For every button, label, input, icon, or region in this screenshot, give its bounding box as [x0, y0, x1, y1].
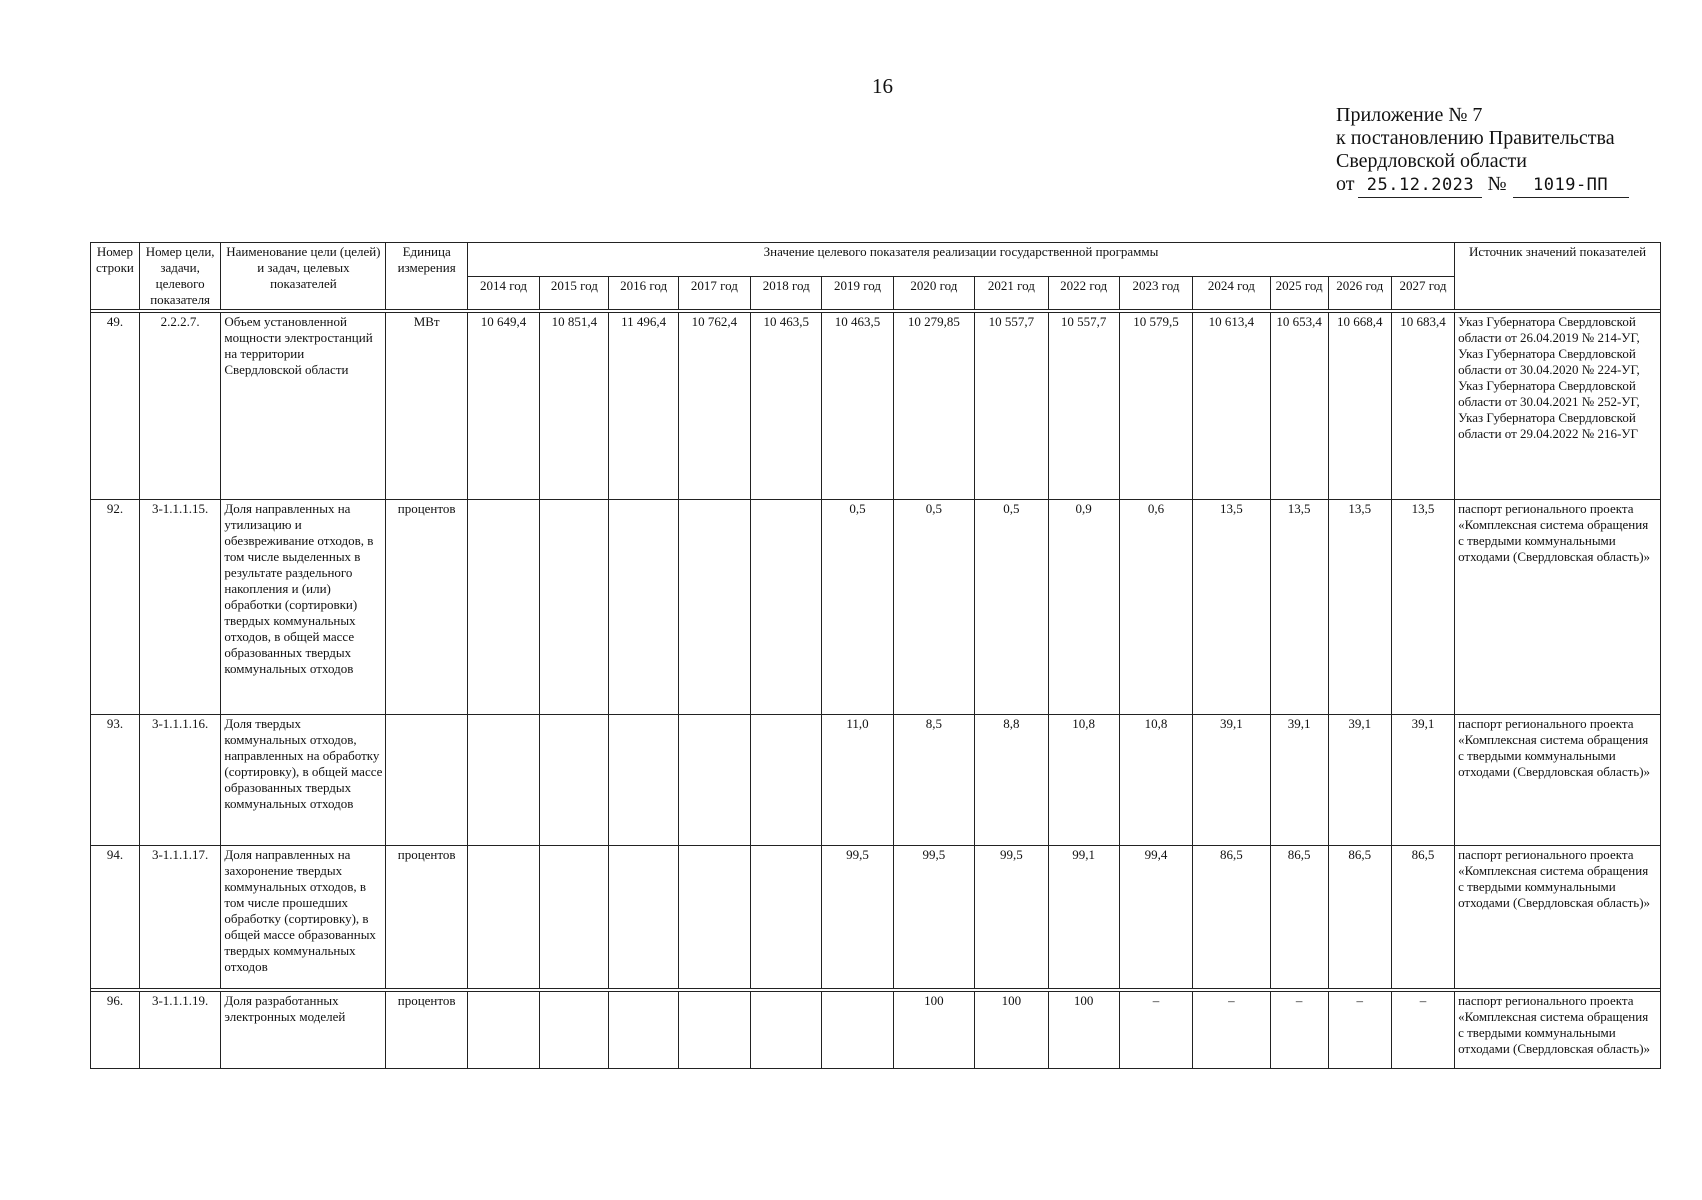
indicator-name: Доля направленных на захоронение твердых коммунальных отходов, в том числе прошедших обработку (сортировку), в общей массе образованных твердых коммунальных отходов — [221, 846, 386, 989]
value-cell: 10 668,4 — [1328, 313, 1391, 500]
value-cell: – — [1328, 992, 1391, 1069]
table-row — [91, 313, 1661, 500]
header-year: 2024 год — [1193, 276, 1270, 310]
appendix-resolution: к постановлению Правительства — [1336, 127, 1615, 149]
value-cell: 10 463,5 — [822, 313, 893, 500]
appendix-title: Приложение № 7 — [1336, 104, 1483, 126]
value-cell: 0,5 — [822, 500, 893, 715]
header-name: Наименование цели (целей) и задач, целевых показателей — [221, 243, 386, 310]
value-cell — [540, 715, 609, 846]
value-cell — [678, 500, 750, 715]
source-cell: паспорт регионального проекта «Комплексная система обращения с твердыми коммунальными отходами (Свердловская область)» — [1455, 992, 1661, 1069]
value-cell: – — [1391, 992, 1454, 1069]
value-cell: 86,5 — [1270, 846, 1328, 989]
header-year: 2020 год — [893, 276, 974, 310]
goal-code: 3-1.1.1.19. — [139, 992, 220, 1069]
value-cell: 99,5 — [822, 846, 893, 989]
appendix-region: Свердловской области — [1336, 150, 1527, 172]
header-unit: Единица измерения — [386, 243, 467, 310]
value-cell: 39,1 — [1328, 715, 1391, 846]
value-cell: 13,5 — [1391, 500, 1454, 715]
unit: процентов — [386, 992, 467, 1069]
value-cell — [540, 992, 609, 1069]
value-cell — [609, 500, 678, 715]
table-row — [91, 500, 1661, 715]
value-cell: 11 496,4 — [609, 313, 678, 500]
number-prefix: № — [1487, 173, 1507, 195]
value-cell — [540, 846, 609, 989]
source-cell: паспорт регионального проекта «Комплексная система обращения с твердыми коммунальными отходами (Свердловская область)» — [1455, 715, 1661, 846]
date-prefix: от — [1336, 173, 1355, 195]
goal-code: 3-1.1.1.17. — [139, 846, 220, 989]
value-cell: 13,5 — [1193, 500, 1270, 715]
value-cell: 8,8 — [975, 715, 1048, 846]
header-year: 2016 год — [609, 276, 678, 310]
header-year: 2025 год — [1270, 276, 1328, 310]
value-cell: 10 579,5 — [1119, 313, 1192, 500]
source-cell: Указ Губернатора Свердловской области от 26.04.2019 № 214-УГ, Указ Губернатора Свердловской области от 30.04.2020 № 224-УГ, Указ Губернатора Свердловской области от 30.04.2021 № 252-УГ, Указ Губернатора Свердловской области от 29.04.2022 № 216-УГ — [1455, 313, 1661, 500]
value-cell: 0,9 — [1048, 500, 1119, 715]
header-year: 2027 год — [1391, 276, 1454, 310]
value-cell: 0,5 — [975, 500, 1048, 715]
value-cell: 39,1 — [1391, 715, 1454, 846]
value-cell: 99,5 — [975, 846, 1048, 989]
value-cell — [609, 846, 678, 989]
goal-code: 3-1.1.1.16. — [139, 715, 220, 846]
row-number: 94. — [91, 846, 140, 989]
appendix-block — [1336, 104, 1629, 198]
header-goal-number: Номер цели, задачи, целевого показателя — [139, 243, 220, 310]
header-year: 2019 год — [822, 276, 893, 310]
unit: процентов — [386, 500, 467, 715]
header-year: 2021 год — [975, 276, 1048, 310]
value-cell: 10 683,4 — [1391, 313, 1454, 500]
value-cell: 100 — [893, 992, 974, 1069]
page-number: 16 — [872, 74, 893, 98]
value-cell — [751, 715, 822, 846]
header-year: 2026 год — [1328, 276, 1391, 310]
value-cell: 8,5 — [893, 715, 974, 846]
value-cell — [678, 846, 750, 989]
header-values-group: Значение целевого показателя реализации государственной программы — [467, 243, 1454, 277]
value-cell: – — [1270, 992, 1328, 1069]
indicators-table — [90, 242, 1661, 1069]
row-number: 49. — [91, 313, 140, 500]
value-cell: 10,8 — [1119, 715, 1192, 846]
value-cell: 10 557,7 — [1048, 313, 1119, 500]
value-cell — [467, 992, 539, 1069]
value-cell: 39,1 — [1270, 715, 1328, 846]
value-cell: 100 — [1048, 992, 1119, 1069]
indicator-name: Объем установленной мощности электростанций на территории Свердловской области — [221, 313, 386, 500]
value-cell: 99,5 — [893, 846, 974, 989]
value-cell: 13,5 — [1270, 500, 1328, 715]
value-cell: 13,5 — [1328, 500, 1391, 715]
value-cell: 10,8 — [1048, 715, 1119, 846]
header-year: 2023 год — [1119, 276, 1192, 310]
table-row — [91, 846, 1661, 989]
value-cell: – — [1193, 992, 1270, 1069]
value-cell — [678, 992, 750, 1069]
value-cell: 100 — [975, 992, 1048, 1069]
unit — [386, 715, 467, 846]
row-number: 93. — [91, 715, 140, 846]
value-cell — [751, 500, 822, 715]
indicator-name: Доля разработанных электронных моделей — [221, 992, 386, 1069]
resolution-number: 1019-ПП — [1513, 174, 1629, 198]
value-cell — [822, 992, 893, 1069]
appendix-date-number — [1336, 173, 1629, 198]
indicator-name: Доля направленных на утилизацию и обезвреживание отходов, в том числе выделенных в результате раздельного накопления и (или) обработки (сортировки) твердых коммунальных отходов, в общей массе образованных твердых коммунальных отходов — [221, 500, 386, 715]
header-source: Источник значений показателей — [1455, 243, 1661, 310]
resolution-date: 25.12.2023 — [1358, 174, 1482, 198]
value-cell — [467, 715, 539, 846]
table-row — [91, 715, 1661, 846]
header-year: 2022 год — [1048, 276, 1119, 310]
unit: МВт — [386, 313, 467, 500]
value-cell — [467, 846, 539, 989]
indicator-name: Доля твердых коммунальных отходов, направленных на обработку (сортировку), в общей массе образованных твердых коммунальных отходов — [221, 715, 386, 846]
value-cell: 0,5 — [893, 500, 974, 715]
header-year: 2015 год — [540, 276, 609, 310]
value-cell — [751, 846, 822, 989]
value-cell: 86,5 — [1391, 846, 1454, 989]
source-cell: паспорт регионального проекта «Комплексная система обращения с твердыми коммунальными отходами (Свердловская область)» — [1455, 846, 1661, 989]
value-cell: 39,1 — [1193, 715, 1270, 846]
header-year: 2018 год — [751, 276, 822, 310]
value-cell: 10 613,4 — [1193, 313, 1270, 500]
value-cell: 10 279,85 — [893, 313, 974, 500]
row-number: 96. — [91, 992, 140, 1069]
value-cell: 86,5 — [1193, 846, 1270, 989]
goal-code: 2.2.2.7. — [139, 313, 220, 500]
value-cell: 0,6 — [1119, 500, 1192, 715]
value-cell — [540, 500, 609, 715]
header-row-number: Номер строки — [91, 243, 140, 310]
value-cell: – — [1119, 992, 1192, 1069]
table-row — [91, 992, 1661, 1069]
value-cell: 10 851,4 — [540, 313, 609, 500]
value-cell: 11,0 — [822, 715, 893, 846]
value-cell — [751, 992, 822, 1069]
value-cell: 86,5 — [1328, 846, 1391, 989]
unit: процентов — [386, 846, 467, 989]
header-year: 2014 год — [467, 276, 539, 310]
row-number: 92. — [91, 500, 140, 715]
value-cell: 10 463,5 — [751, 313, 822, 500]
value-cell: 10 762,4 — [678, 313, 750, 500]
value-cell — [609, 992, 678, 1069]
value-cell: 99,4 — [1119, 846, 1192, 989]
value-cell — [609, 715, 678, 846]
value-cell — [467, 500, 539, 715]
value-cell — [678, 715, 750, 846]
header-year: 2017 год — [678, 276, 750, 310]
value-cell: 10 649,4 — [467, 313, 539, 500]
value-cell: 99,1 — [1048, 846, 1119, 989]
value-cell: 10 557,7 — [975, 313, 1048, 500]
goal-code: 3-1.1.1.15. — [139, 500, 220, 715]
value-cell: 10 653,4 — [1270, 313, 1328, 500]
source-cell: паспорт регионального проекта «Комплексная система обращения с твердыми коммунальными отходами (Свердловская область)» — [1455, 500, 1661, 715]
